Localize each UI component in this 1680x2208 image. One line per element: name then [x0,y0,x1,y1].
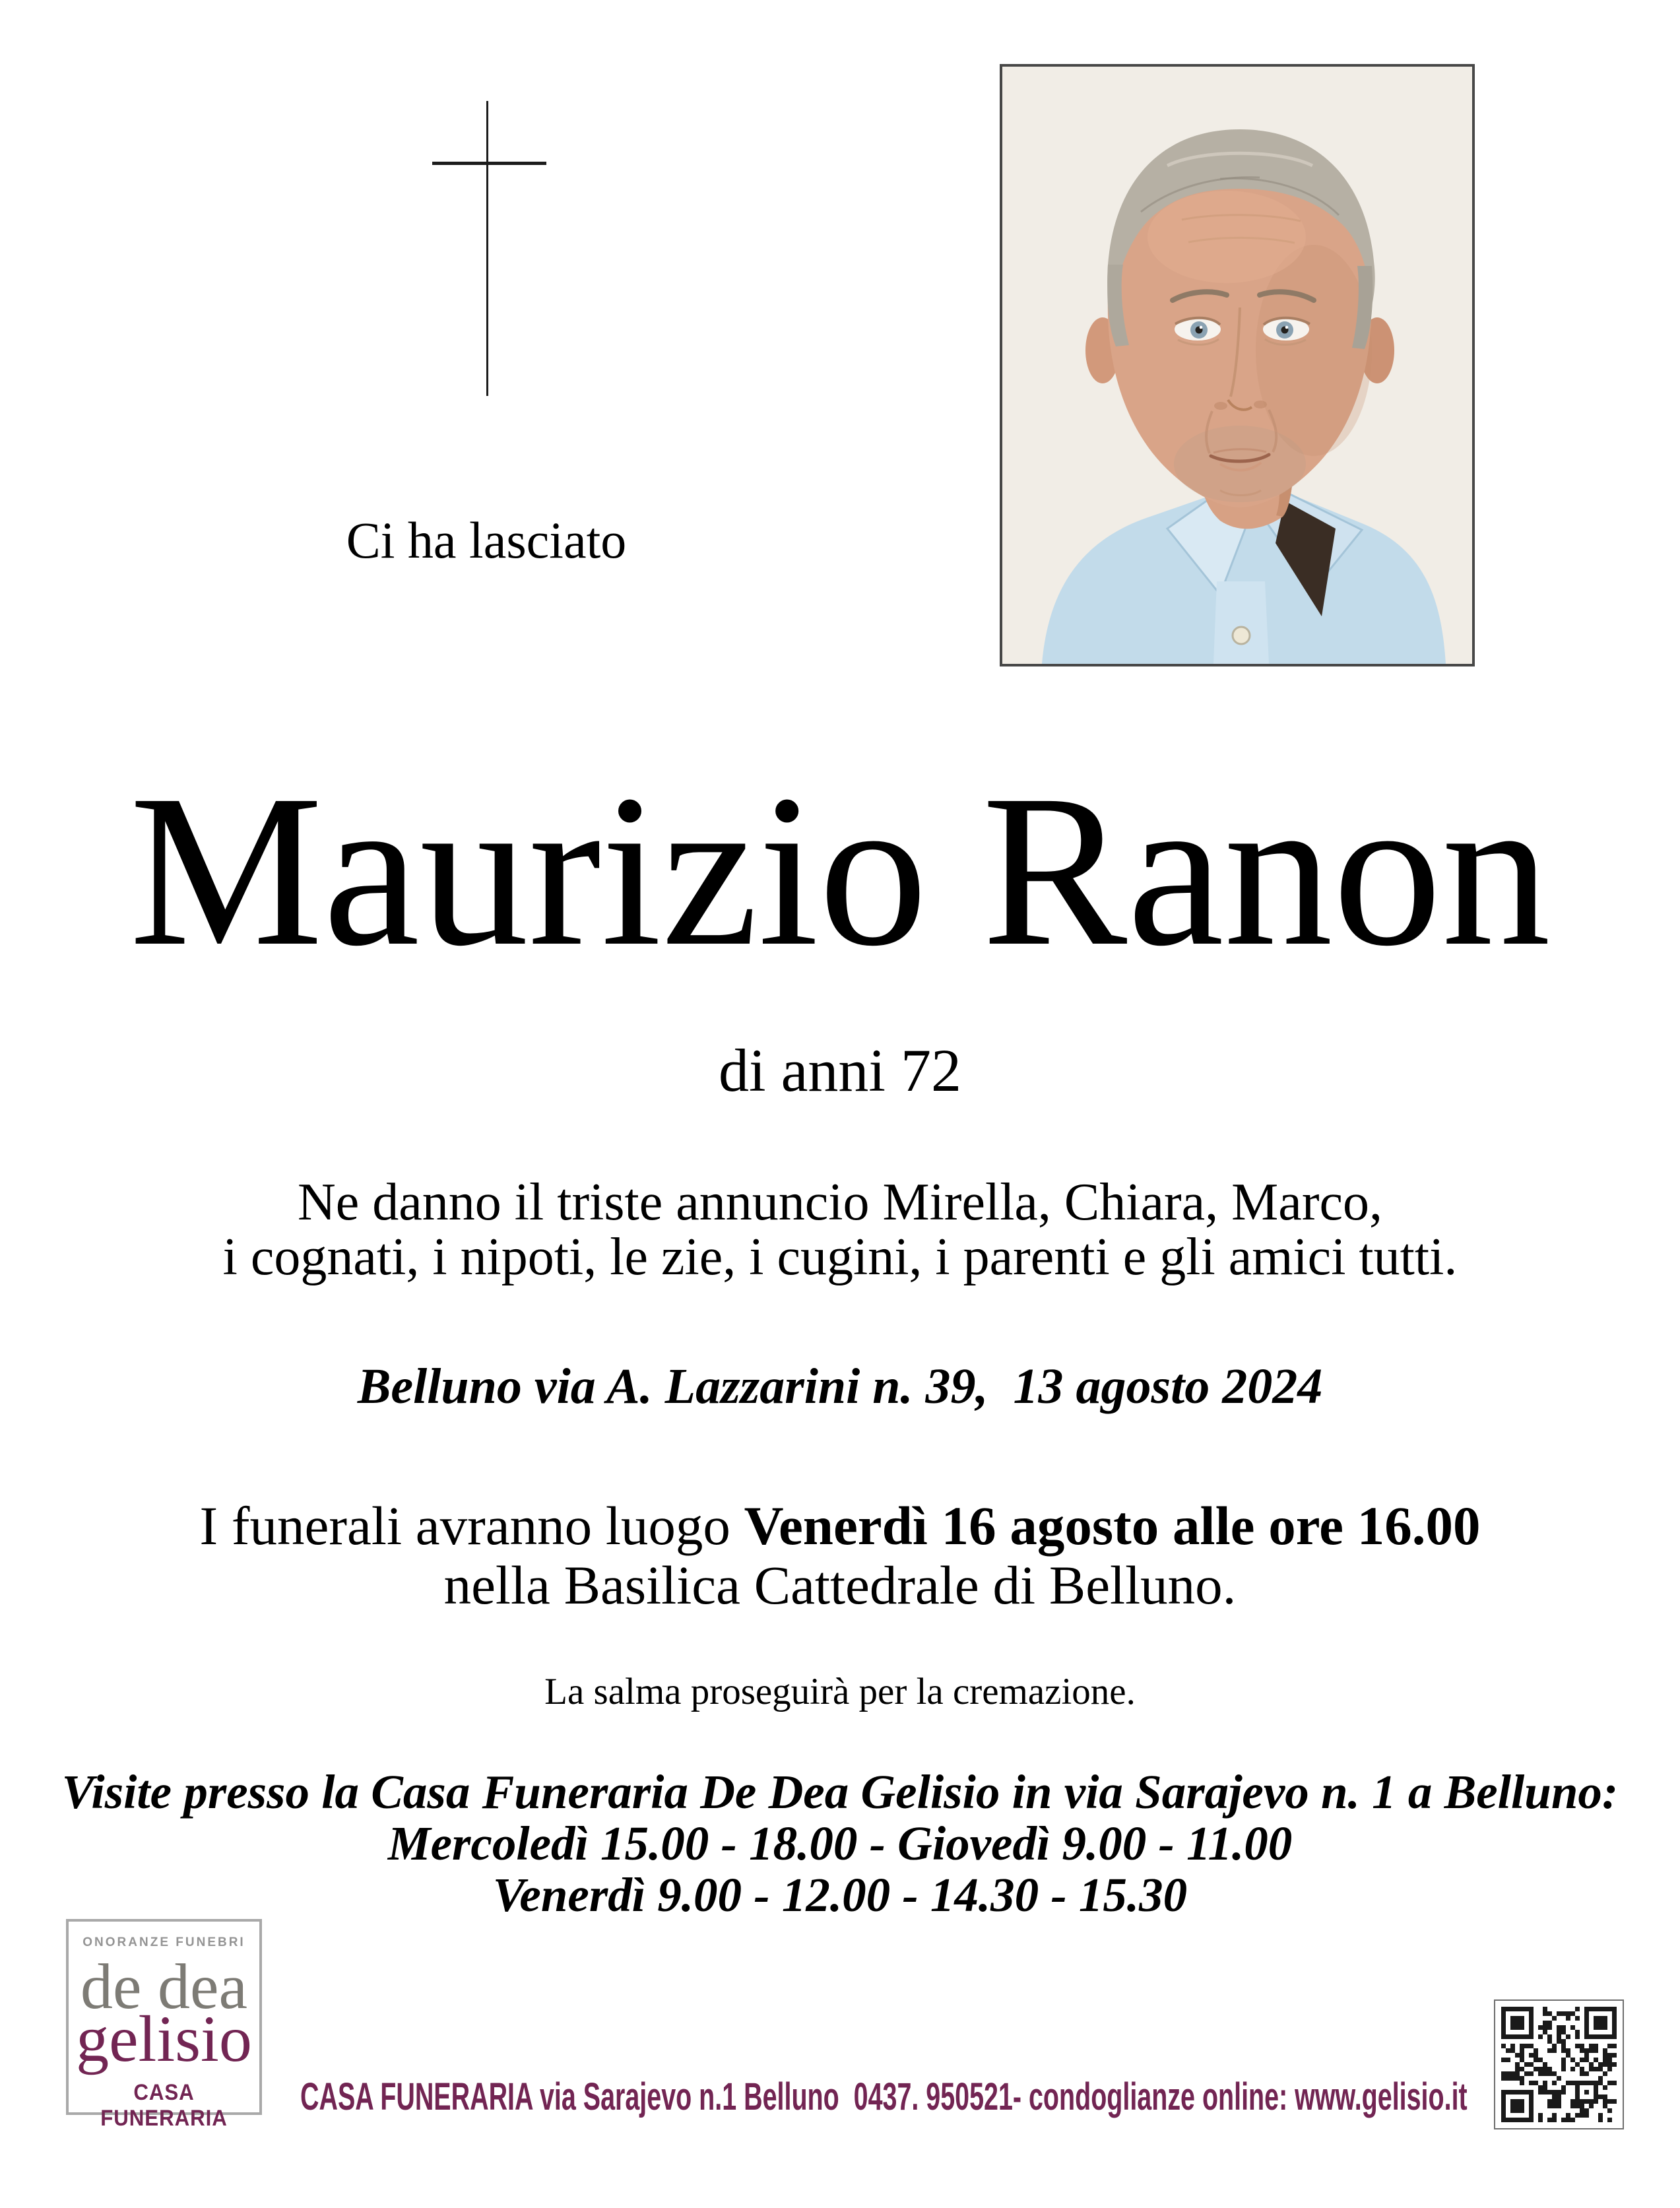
family-line-2: i cognati, i nipoti, le zie, i cugini, i parenti e gli amici tutti. [222,1228,1458,1287]
age-line: di anni 72 [719,1037,961,1104]
logo-brand-line-2: gelisio [76,2002,252,2075]
funeral-home-logo [66,1919,262,2131]
logo-tagline-bottom: CASA FUNERARIA [100,2080,228,2131]
deceased-name: Maurizio Ranon [129,750,1551,991]
cremation-line: La salma proseguirà per la cremazione. [544,1671,1136,1712]
visits-info [0,1767,1680,1921]
address-date-line: Belluno via A. Lazzarini n. 39, 13 agosto 2024 [357,1359,1323,1414]
cross-horizontal-bar [432,162,546,165]
deceased-photo [1000,64,1475,666]
funeral-line-1 [0,1497,1680,1556]
funeral-info [0,1497,1680,1615]
footer-contact-line: CASA FUNERARIA via Sarajevo n.1 Belluno 0437. 950521- condoglianze online: www.gelisio.it [300,2075,1468,2118]
family-announcement [0,1175,1680,1285]
portrait-illustration [1002,67,1472,664]
intro-line: Ci ha lasciato [346,511,627,569]
qr-code-pattern [1501,2007,1617,2122]
funeral-line-2: nella Basilica Cattedrale di Belluno. [443,1554,1237,1615]
family-line-1: Ne danno il triste annuncio Mirella, Chiara, Marco, [298,1173,1382,1231]
cross-vertical-bar [486,101,488,396]
funeral-datetime: Venerdì 16 agosto alle ore 16.00 [744,1495,1481,1556]
visits-title: Visite presso la Casa Funeraria De Dea Gelisio in via Sarajevo n. 1 a Belluno: [61,1765,1619,1819]
qr-code [1494,1999,1624,2129]
logo-brand-line-1: de dea [81,1951,247,2023]
visits-row-2: Venerdì 9.00 - 12.00 - 14.30 - 15.30 [492,1868,1188,1922]
logo-tagline-top: ONORANZE FUNEBRI [82,1935,245,1949]
visits-row-1: Mercoledì 15.00 - 18.00 - Giovedì 9.00 - 11.00 [387,1817,1293,1871]
funeral-line-prefix: I funerali avranno luogo [199,1495,744,1556]
